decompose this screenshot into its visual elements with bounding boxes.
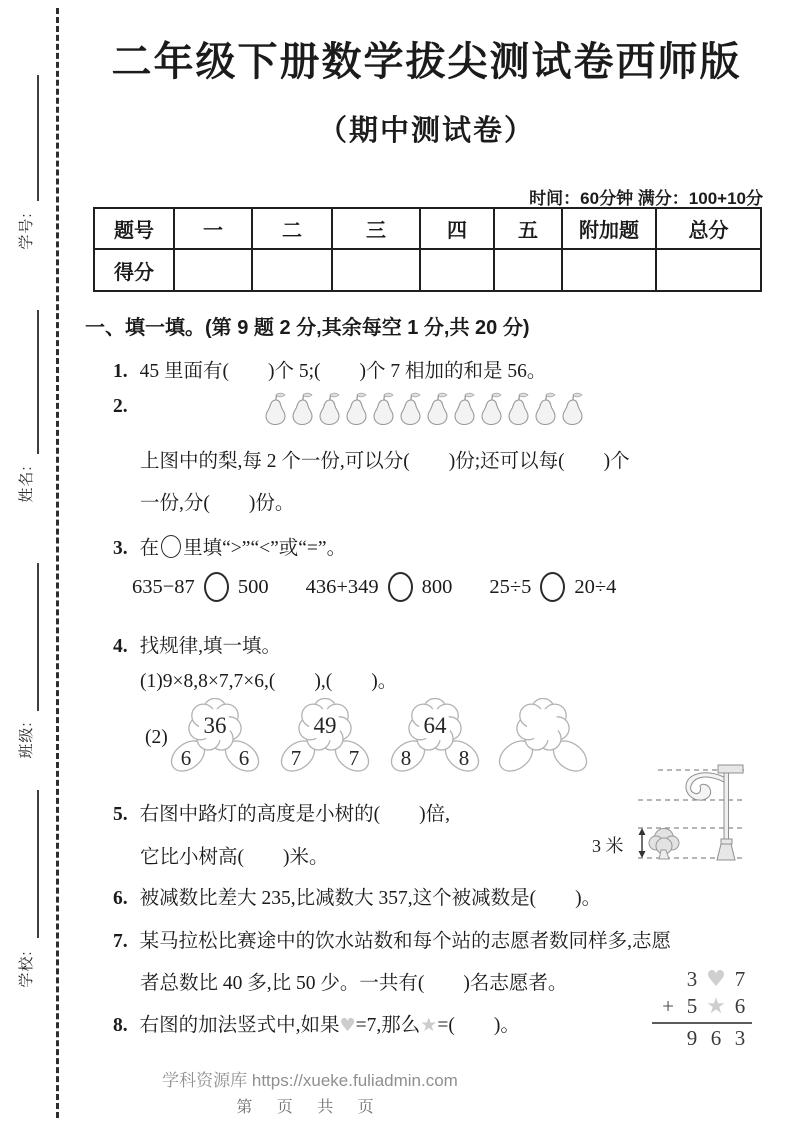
question-7-text-line1: 某马拉松比赛途中的饮水站数和每个站的志愿者数同样多,志愿 <box>139 931 672 952</box>
pear-icon <box>289 391 316 426</box>
flower-value: 64 <box>423 713 447 738</box>
comparison-left: 635−87 <box>132 575 195 598</box>
question-3 <box>113 532 346 560</box>
comparison-item <box>132 572 269 602</box>
heart-icon: ♥ <box>706 967 726 992</box>
question-4-number: 4. <box>113 636 128 657</box>
class-blank-line <box>37 563 39 711</box>
addition-result-row <box>648 1025 752 1052</box>
text-segment: =7,那么 <box>355 1015 421 1036</box>
score-value-cell <box>252 249 332 291</box>
question-7 <box>113 925 671 953</box>
question-7-text-line2: 者总数比 40 多,比 50 少。一共有( )名志愿者。 <box>140 973 568 994</box>
score-header-row <box>94 208 761 249</box>
score-value-row <box>94 249 761 291</box>
result-digit: 3 <box>734 1026 746 1050</box>
page-number-info: 第 页 共 页 <box>236 1099 384 1116</box>
comparison-right: 500 <box>237 575 269 598</box>
score-header-cell: 一 <box>174 208 252 249</box>
question-4-sub1: (1)9×8,8×7,7×6,( ),( )。 <box>140 671 398 692</box>
score-value-cell: 得分 <box>94 249 174 291</box>
heart-icon: ♥ <box>339 1015 356 1036</box>
leaf-value-right: 7 <box>348 746 360 770</box>
pear-icon <box>370 391 397 426</box>
flower-center <box>527 709 559 741</box>
question-6 <box>113 882 601 910</box>
pear-icon <box>397 391 424 426</box>
fill-circle-icon <box>161 535 181 558</box>
question-4-text: 找规律,填一填。 <box>139 636 282 657</box>
result-digit: 9 <box>686 1026 698 1050</box>
question-1-number: 1. <box>113 361 128 382</box>
text-segment: =( )。 <box>437 1015 520 1036</box>
text-segment: 在 <box>139 538 160 559</box>
student-name-blank-line <box>37 310 39 454</box>
fill-circle-icon <box>388 572 413 602</box>
leaf-value-left: 6 <box>180 746 192 770</box>
score-table <box>93 207 762 292</box>
watermark: 学科资源库 https://xueke.fuliadmin.com <box>162 1071 458 1090</box>
section-1-heading: 一、填一填。(第 9 题 2 分,其余每空 1 分,共 20 分) <box>85 317 530 339</box>
pear-icon <box>343 391 370 426</box>
comparison-left: 25÷5 <box>489 575 532 598</box>
student-name-label: 姓名: <box>18 465 35 503</box>
school-blank-line <box>37 790 39 938</box>
leaf-value-right: 8 <box>458 746 470 770</box>
fill-circle-icon <box>540 572 565 602</box>
question-2-text-line2: 一份,分( )份。 <box>140 493 295 514</box>
question-2-number: 2. <box>113 396 128 417</box>
addition-digit: 5 <box>686 994 698 1018</box>
question-5 <box>113 798 450 826</box>
pear-icon <box>316 391 343 426</box>
star-icon: ★ <box>706 994 726 1019</box>
star-icon: ★ <box>420 1014 438 1036</box>
leaf-value-left: 7 <box>290 746 302 770</box>
question-4-sub2-label: (2) <box>145 727 168 748</box>
score-value-cell <box>562 249 656 291</box>
comparison-right: 800 <box>421 575 453 598</box>
comparison-item <box>306 572 453 602</box>
score-value-cell <box>494 249 562 291</box>
arrow-head-up <box>639 828 646 835</box>
question-8-number: 8. <box>113 1015 128 1036</box>
plus-sign: + <box>662 994 674 1018</box>
pear-icon <box>532 391 559 426</box>
flower-group <box>166 699 265 778</box>
school-label: 学校: <box>18 950 35 988</box>
addition-digit: 7 <box>734 967 746 991</box>
paper-subtitle: （期中测试卷） <box>317 115 535 147</box>
score-value-cell <box>174 249 252 291</box>
addition-rule <box>652 1022 752 1024</box>
question-4 <box>113 630 281 658</box>
fill-circle-icon <box>204 572 229 602</box>
question-5-text-line2: 它比小树高( )米。 <box>140 847 329 868</box>
addition-digit: 3 <box>686 967 698 991</box>
flower-group <box>386 699 485 778</box>
arrow-head-down <box>639 851 646 858</box>
question-5-text-line1: 右图中路灯的高度是小树的( )倍, <box>139 804 450 825</box>
leaf-value-left: 8 <box>400 746 412 770</box>
student-id-blank-line <box>37 75 39 201</box>
text-segment: 里填“>”“<”或“=”。 <box>183 538 347 559</box>
score-value-cell <box>656 249 761 291</box>
score-header-cell: 附加题 <box>562 208 656 249</box>
question-1 <box>113 355 546 383</box>
addition-row <box>648 993 752 1020</box>
question-8 <box>113 1009 520 1037</box>
question-5-number: 5. <box>113 804 128 825</box>
pear-icon <box>451 391 478 426</box>
flower-group <box>494 699 593 778</box>
street-lamp-illustration <box>686 765 743 860</box>
question-8-text <box>140 1015 520 1036</box>
margin-dashed-line <box>56 8 59 1118</box>
score-header-cell: 二 <box>252 208 332 249</box>
comparison-row <box>132 572 616 602</box>
comparison-right: 20÷4 <box>574 575 617 598</box>
question-6-text: 被减数比差大 235,比减数大 357,这个被减数是( )。 <box>139 888 602 909</box>
vertical-addition-figure <box>648 966 752 1052</box>
class-label: 班级: <box>18 721 35 759</box>
street-lamp-figure <box>588 743 760 868</box>
comparison-item <box>489 572 616 602</box>
pear-icon <box>424 391 451 426</box>
score-header-cell: 三 <box>332 208 420 249</box>
flower-value: 36 <box>203 713 227 738</box>
addition-digit: 6 <box>734 994 746 1018</box>
question-7-number: 7. <box>113 931 128 952</box>
question-2-text-line1: 上图中的梨,每 2 个一份,可以分( )份;还可以每( )个 <box>140 451 630 472</box>
question-3-number: 3. <box>113 538 128 559</box>
flower-value: 49 <box>313 713 337 738</box>
score-header-cell: 总分 <box>656 208 761 249</box>
flower-figure <box>158 698 608 778</box>
score-header-cell: 四 <box>420 208 494 249</box>
score-value-cell <box>332 249 420 291</box>
text-segment: 右图的加法竖式中,如果 <box>139 1015 340 1036</box>
score-header-cell: 五 <box>494 208 562 249</box>
question-6-number: 6. <box>113 888 128 909</box>
pear-icon <box>505 391 532 426</box>
paper-title: 二年级下册数学拔尖测试卷西师版 <box>111 40 742 84</box>
student-id-label: 学号: <box>18 212 35 250</box>
addition-row <box>648 966 752 993</box>
pear-icon <box>478 391 505 426</box>
question-1-text: 45 里面有( )个 5;( )个 7 相加的和是 56。 <box>139 361 547 382</box>
pear-icon <box>559 391 586 426</box>
score-value-cell <box>420 249 494 291</box>
comparison-left: 436+349 <box>305 575 379 598</box>
pears-row <box>262 391 586 426</box>
time-score-info: 时间：60分钟 满分：100+10分 <box>529 189 763 208</box>
flower-group <box>276 699 375 778</box>
tree-illustration <box>649 829 679 860</box>
pear-icon <box>262 391 289 426</box>
tree-height-label: 3 米 <box>592 836 624 856</box>
leaf-value-right: 6 <box>238 746 250 770</box>
question-3-text <box>140 538 346 559</box>
score-header-cell: 题号 <box>94 208 174 249</box>
result-digit: 6 <box>710 1026 722 1050</box>
